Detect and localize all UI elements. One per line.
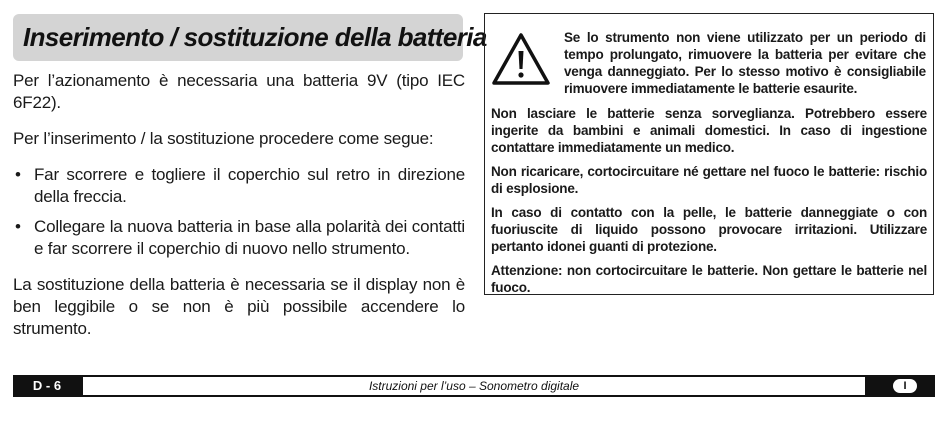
warning-paragraphs [491, 105, 927, 303]
warning-paragraph: Non lasciare le batterie senza sorveglianza. Potrebbero essere ingerite da bambini e animali domestici. In caso di ingestione contattare immediatamente un medico. [491, 106, 927, 155]
procedure-step [13, 164, 465, 208]
warning-paragraph: Non ricaricare, cortocircuitare né gettare nel fuoco le batterie: rischio di esplosione. [491, 164, 927, 196]
page-title: Inserimento / sostituzione della batteria [23, 22, 487, 52]
warning-paragraph: In caso di contatto con la pelle, le batterie danneggiate o con fuoriuscite di liquido possono provocare irritazioni. Utilizzare pertanto idonei guanti di protezione. [491, 205, 927, 254]
footer-bar [13, 375, 935, 397]
instructions-column [13, 70, 465, 354]
procedure-intro-text: Per l’inserimento / la sostituzione procedere come segue: [13, 129, 434, 148]
replacement-note-text: La sostituzione della batteria è necessaria se il display non è ben leggibile o se non è più possibile accendere lo strumento. [13, 275, 465, 338]
warning-triangle-icon [491, 32, 551, 86]
bullet: • [15, 217, 21, 236]
procedure-step-text: Far scorrere e togliere il coperchio sul retro in direzione della freccia. [34, 165, 465, 206]
page-number: D - 6 [32, 378, 62, 393]
battery-requirement-text: Per l’azionamento è necessaria una batteria 9V (tipo IEC 6F22). [13, 71, 465, 112]
warning-box [484, 13, 934, 295]
section-title-bar [13, 14, 487, 61]
warning-paragraph: Attenzione: non cortocircuitare le batterie. Non gettare le batterie nel fuoco. [491, 263, 927, 295]
procedure-list [13, 164, 465, 260]
procedure-step [13, 216, 465, 260]
language-badge: I [893, 379, 917, 393]
procedure-step-text: Collegare la nuova batteria in base alla polarità dei contatti e far scorrere il coperchio di nuovo nello strumento. [34, 217, 465, 258]
bullet: • [15, 165, 21, 184]
manual-title: Istruzioni per l’uso – Sonometro digitale [83, 377, 865, 395]
warning-storage-text: Se lo strumento non viene utilizzato per un periodo di tempo prolungato, rimuovere la batteria per evitare che venga danneggiato. Per lo stesso motivo è consigliabile rimuovere immediatamente le batterie esaurite. [564, 30, 926, 96]
